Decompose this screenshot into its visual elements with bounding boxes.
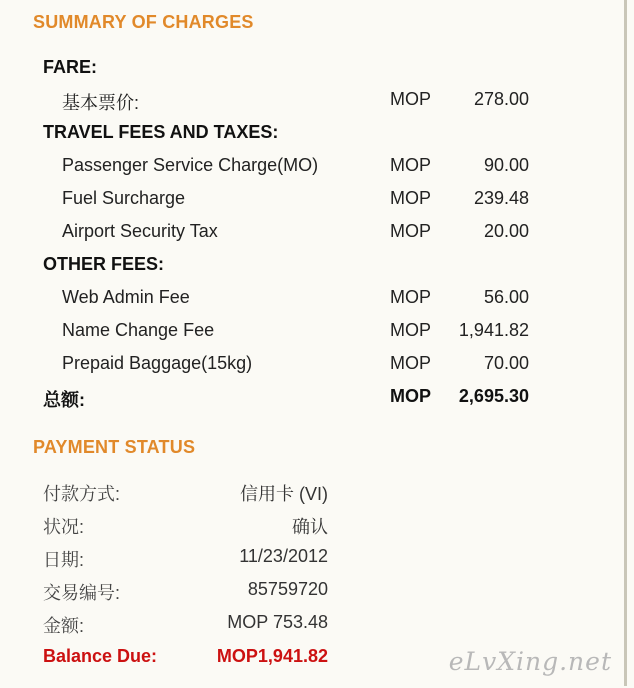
watermark: eLvXing.net xyxy=(448,647,612,676)
payment-label: 付款方式: xyxy=(43,484,121,504)
charge-amount: 56.00 xyxy=(483,287,529,307)
charge-label: 基本票价: xyxy=(62,93,140,113)
charge-row xyxy=(0,221,627,247)
payment-row xyxy=(0,546,627,572)
payment-label: 金额: xyxy=(43,616,85,636)
charge-row xyxy=(0,155,627,181)
other-fees-heading: OTHER FEES: xyxy=(43,254,165,274)
charge-amount: 278.00 xyxy=(473,89,529,109)
charge-label: Prepaid Baggage(15kg) xyxy=(62,353,253,373)
charge-label: Web Admin Fee xyxy=(62,287,190,307)
charge-currency: MOP xyxy=(390,221,432,241)
fare-heading: FARE: xyxy=(43,57,97,77)
payment-value: MOP 753.48 xyxy=(227,612,328,632)
total-row xyxy=(0,386,627,412)
charge-row xyxy=(0,188,627,214)
charge-currency: MOP xyxy=(390,287,432,307)
balance-due-value: MOP1,941.82 xyxy=(216,646,328,666)
charge-label: Fuel Surcharge xyxy=(62,188,186,208)
summary-title: SUMMARY OF CHARGES xyxy=(33,12,254,32)
charge-amount: 90.00 xyxy=(483,155,529,175)
total-amount: 2,695.30 xyxy=(458,386,529,406)
charge-currency: MOP xyxy=(390,320,432,340)
payment-label: 交易编号: xyxy=(43,583,121,603)
balance-due-label: Balance Due: xyxy=(43,646,158,666)
charge-row xyxy=(0,287,627,313)
payment-row xyxy=(0,612,627,638)
charge-row xyxy=(0,89,627,115)
payment-value: 信用卡 (VI) xyxy=(240,484,328,504)
charge-amount: 20.00 xyxy=(483,221,529,241)
total-currency: MOP xyxy=(390,386,432,406)
charge-currency: MOP xyxy=(390,89,432,109)
payment-label: 日期: xyxy=(43,550,85,570)
charge-currency: MOP xyxy=(390,155,432,175)
charge-label: Name Change Fee xyxy=(62,320,215,340)
payment-row xyxy=(0,480,627,506)
payment-label: 状况: xyxy=(43,517,85,537)
payment-title: PAYMENT STATUS xyxy=(33,437,196,457)
payment-row xyxy=(0,579,627,605)
charge-amount: 70.00 xyxy=(483,353,529,373)
charge-row xyxy=(0,320,627,346)
total-label: 总额: xyxy=(43,390,85,410)
travel-fees-heading: TRAVEL FEES AND TAXES: xyxy=(43,122,279,142)
charge-amount: 1,941.82 xyxy=(458,320,529,340)
charge-currency: MOP xyxy=(390,353,432,373)
payment-value: 确认 xyxy=(292,517,328,537)
payment-value: 11/23/2012 xyxy=(239,546,328,566)
payment-row xyxy=(0,513,627,539)
charge-label: Passenger Service Charge(MO) xyxy=(62,155,319,175)
charge-label: Airport Security Tax xyxy=(62,221,218,241)
charge-currency: MOP xyxy=(390,188,432,208)
charge-amount: 239.48 xyxy=(473,188,529,208)
payment-value: 85759720 xyxy=(247,579,328,599)
charge-row xyxy=(0,353,627,379)
